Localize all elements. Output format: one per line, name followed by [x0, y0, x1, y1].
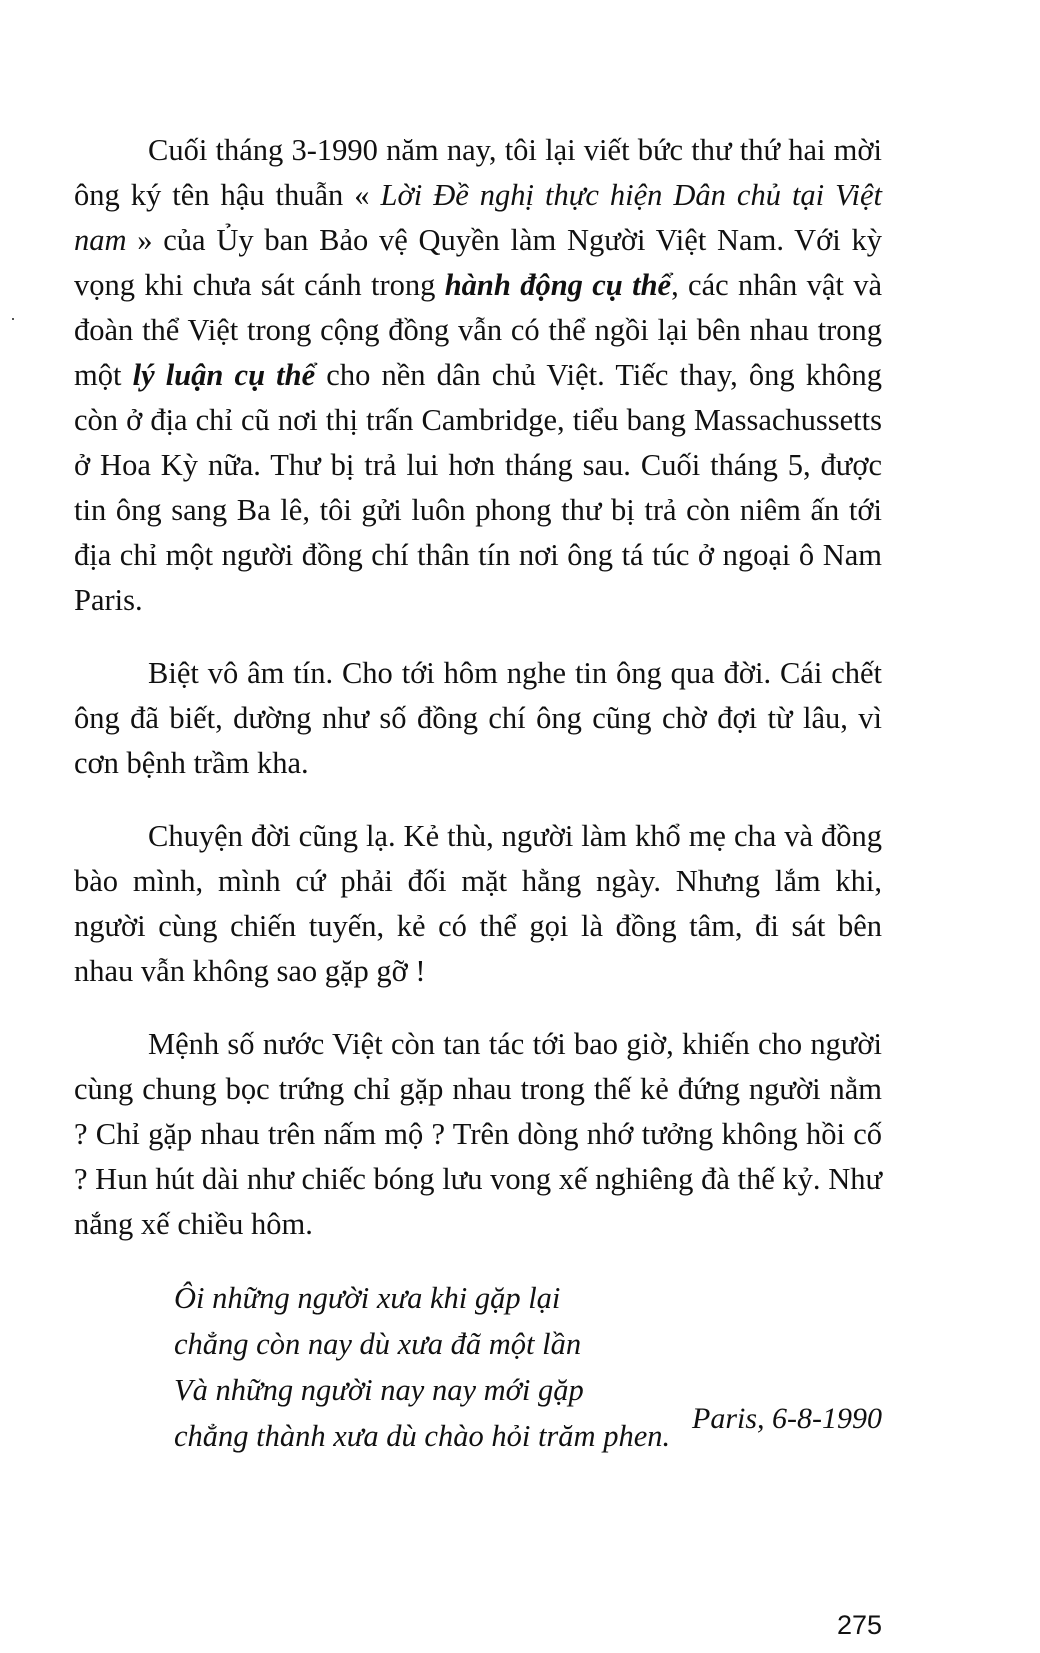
paragraph-1-emphasis-theory: lý luận cụ thể — [132, 358, 316, 392]
page-number: 275 — [836, 1610, 882, 1640]
poem-line-2: chẳng còn nay dù xưa đã một lần — [174, 1327, 582, 1361]
paragraph-1-emphasis-action: hành động cụ thể — [444, 268, 672, 302]
poem-line-1: Ôi những người xưa khi gặp lại — [174, 1281, 561, 1315]
paragraph-4: Mệnh số nước Việt còn tan tác tới bao giờ, khiến cho người cùng chung bọc trứng chỉ gặp nhau trong thế kẻ đứng người nằm ? Chỉ gặp nhau trên nấm mộ ? Trên dòng nhớ tưởng không hồi cố ? Hun hút dài như chiếc bóng lưu vong xế nghiêng đà thế kỷ. Như nắng xế chiều hôm. — [74, 1027, 882, 1241]
poem-line-3: Và những người nay nay mới gặp — [174, 1373, 584, 1407]
paragraph-3: Chuyện đời cũng lạ. Kẻ thù, người làm khổ mẹ cha và đồng bào mình, mình cứ phải đối mặt hằng ngày. Nhưng lắm khi, người cùng chiến tuyến, kẻ có thể gọi là đồng tâm, đi sát bên nhau vẫn không sao gặp gỡ ! — [74, 819, 882, 988]
body-text — [74, 128, 882, 1459]
paragraph-1-part-2: » của Ủy ban Bảo vệ Quyền làm Người Việt Nam. Với kỳ vọng khi chưa sát cánh trong — [74, 223, 882, 302]
margin-speck — [12, 318, 14, 320]
paragraph-1-part-1: Cuối tháng 3-1990 năm nay, tôi lại viết bức thư thứ hai mời ông ký tên hậu thuẫn « — [74, 133, 882, 212]
signoff-place-date: Paris, 6-8-1990 — [692, 1402, 882, 1435]
paragraph-1-part-4: cho nền dân chủ Việt. Tiếc thay, ông không còn ở địa chỉ cũ nơi thị trấn Cambridge, tiểu bang Massachussetts ở Hoa Kỳ nữa. Thư bị trả lui hơn tháng sau. Cuối tháng 5, được tin ông sang Ba lê, tôi gửi luôn phong thư bị trả còn niêm ấn tới địa chỉ một người đồng chí thân tín nơi ông tá túc ở ngoại ô Nam Paris. — [74, 358, 882, 617]
paragraph-1-part-3: , các nhân vật và đoàn thể Việt trong cộng đồng vẫn có thể ngồi lại bên nhau trong một — [74, 268, 883, 392]
poem-line-4: chẳng thành xưa dù chào hỏi trăm phen. — [174, 1419, 671, 1453]
paragraph-1-proposal-title: Lời Đề nghị thực hiện Dân chủ tại Việt nam — [74, 178, 882, 257]
paragraph-2: Biệt vô âm tín. Cho tới hôm nghe tin ông qua đời. Cái chết ông đã biết, dường như số đồng chí ông cũng chờ đợi từ lâu, vì cơn bệnh trầm kha. — [74, 656, 882, 780]
paragraph-1 — [74, 128, 882, 623]
